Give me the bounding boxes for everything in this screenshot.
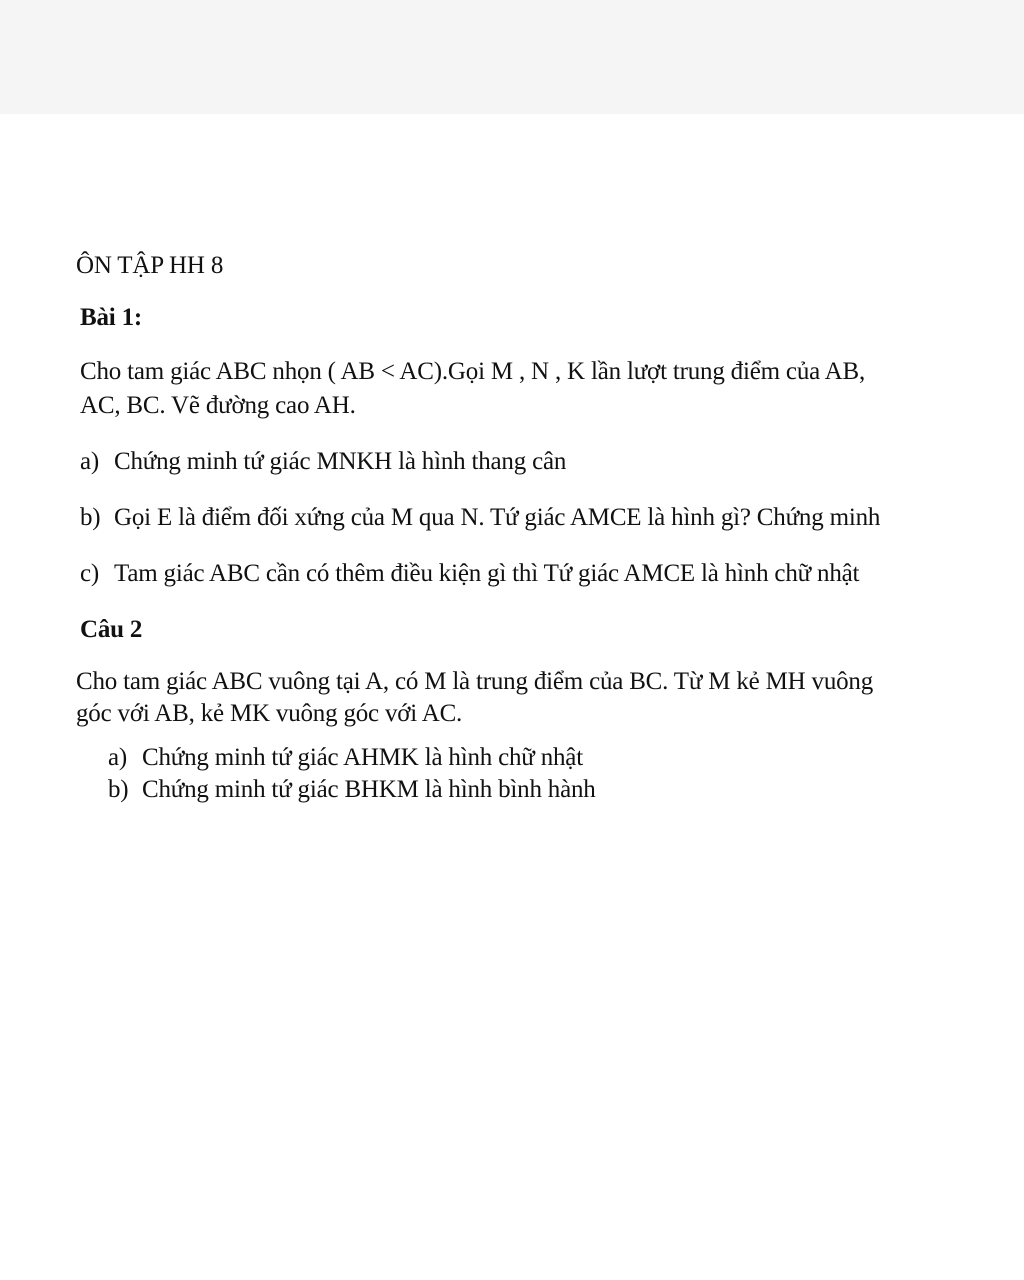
- section1-heading: Bài 1:: [80, 304, 142, 331]
- section2-heading: Câu 2: [80, 616, 143, 643]
- item-text: Chứng minh tứ giác AHMK là hình chữ nhật: [142, 744, 583, 771]
- section1-intro-line1: Cho tam giác ABC nhọn ( AB < AC).Gọi M , N , K lần lượt trung điểm của AB,: [80, 358, 866, 385]
- section2-intro-line1: Cho tam giác ABC vuông tại A, có M là trung điểm của BC. Từ M kẻ MH vuông: [76, 668, 874, 695]
- section1-item-b: [80, 502, 880, 534]
- document-title: ÔN TẬP HH 8: [76, 252, 224, 279]
- item-label: a): [80, 448, 100, 475]
- section1-item-c: [80, 558, 859, 590]
- item-text: Chứng minh tứ giác MNKH là hình thang cân: [114, 448, 567, 475]
- top-gray-band: [0, 0, 1024, 114]
- item-text: Gọi E là điểm đối xứng của M qua N. Tứ giác AMCE là hình gì? Chứng minh: [114, 504, 881, 531]
- item-label: b): [80, 504, 101, 531]
- section1-intro-line2: AC, BC. Vẽ đường cao AH.: [80, 392, 356, 419]
- section2-intro-line2: góc với AB, kẻ MK vuông góc với AC.: [76, 700, 463, 727]
- item-label: a): [108, 744, 128, 771]
- section2-item-a: [108, 742, 583, 774]
- section2-item-b: [108, 774, 596, 806]
- item-label: b): [108, 776, 129, 803]
- section1-item-a: [80, 446, 566, 478]
- item-text: Tam giác ABC cần có thêm điều kiện gì thì Tứ giác AMCE là hình chữ nhật: [114, 560, 860, 587]
- document-page: [0, 114, 1024, 1280]
- item-label: c): [80, 560, 100, 587]
- item-text: Chứng minh tứ giác BHKM là hình bình hành: [142, 776, 596, 803]
